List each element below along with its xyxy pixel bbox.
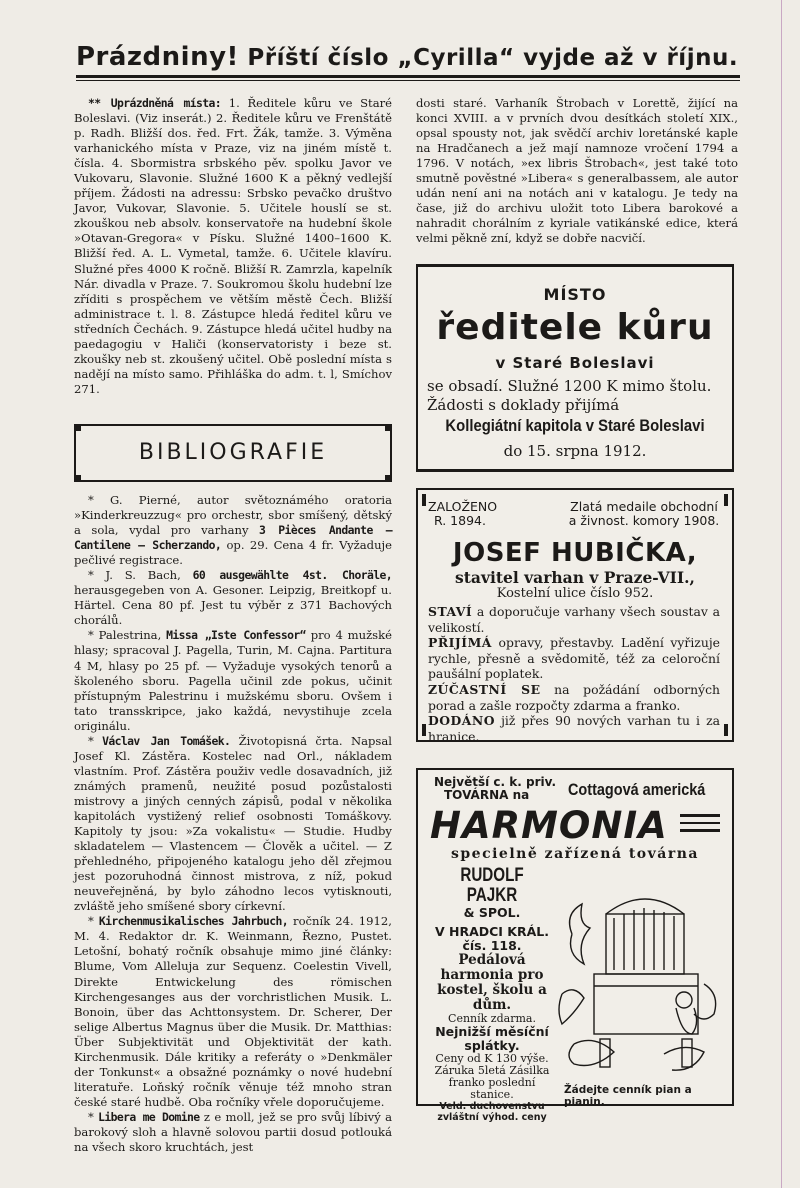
- bibliography-entry: * G. Pierné, autor světoznámého oratoria »Kinderkreuzzug« pro orchestr, sbor smíšený, dětský a sola, vydal pro varhany 3 Pièces Andante — Cantilene — Scherzando, op. 29. Cena 4 fr. Vyžaduje pečlivé registrace.: [74, 493, 393, 568]
- ad-director-title: ředitele kůru: [436, 307, 714, 348]
- ad-harmonia-footer: Žádejte cenník pian a pianin.: [564, 1084, 692, 1108]
- headline-vacation: Prázdniny!: [76, 42, 239, 72]
- ad-hubicka-services: STAVÍ a doporučuje varhany všech soustav a velikostí. PŘIJÍMÁ opravy, přestavby. Ladění vyřizuje rychle, přesně a svědomitě, též za celoroční paušální poplatek. ZÚČASTNÍ SE na požádání odborných porad a zašle rozpočty zdarma a franko. DODÁNO již přes 90 nových varhan tu i za hranice.: [428, 604, 720, 744]
- ad-hubicka-medal: Zlatá medaile obchodní a živnost. komory 1908.: [568, 499, 720, 528]
- libera-continuation: [416, 96, 738, 246]
- ad-director-body: se obsadí. Služné 1200 K mimo štolu. Žádosti s doklady přijímá: [427, 377, 712, 414]
- ad-harmonia-special: specielně zařízená továrna: [451, 846, 699, 862]
- harmonium-illustration-icon: [554, 874, 724, 1079]
- ad-harmonia-factory: Největší c. k. priv. TOVÁRNA na: [434, 775, 557, 802]
- ad-director-chapter: Kollegiátní kapitola v Staré Boleslavi: [445, 417, 705, 435]
- ad-harmonia-details: RUDOLF PAJKR & SPOL. V HRADCI KRÁL. čís. 118. Pedálová harmonia pro kostel, školu a dům. Cenník zdarma. Nejnižší měsíční splátky. Ceny od K 130 výše. Záruka 5letá Zásilka franko poslední stanice. Veld. duchovenstvu zvláštní výhod. ceny: [434, 865, 550, 1123]
- ad-director-place: v Staré Boleslavi: [495, 354, 655, 372]
- bibliography-heading-box: [74, 424, 392, 482]
- ad-choir-director: [416, 264, 734, 472]
- bibliography-entry: * Kirchenmusikalisches Jahrbuch, ročník 24. 1912, M. 4. Redaktor dr. K. Weinmann, Řezno, Pustet. Letošní, bohatý ročník obsahuje mimo jiné články: Blume, Vom Alleluja zur Sequenz. Coelestin Vivell, Direkte Entwickelung des römischen Kirchengesanges aus der vorchristlichen Musik. L. Bonoin, über das Achttonsystem. Dr. Scherer, Der selige Albertus Magnus über die Musik. Dr. Matthias: Über Subjektivität und Objektivität der kath. Kirchenmusik. Dále kritiky a referáty o »Denkmäler der Tonkunst« a obsažné poznámky o nové hudební literatuře. Loňský ročník věnuje též mnoho stran české staré hudbě. Oba ročníky vřele doporučujeme.: [74, 914, 392, 1109]
- ad-hubicka-founded: ZALOŽENO R. 1894.: [428, 499, 498, 528]
- ad-hubicka-name: JOSEF HUBIČKA,: [452, 538, 698, 568]
- ad-hubicka-organ-builder: [416, 488, 734, 742]
- headline-rule: [76, 75, 740, 78]
- libera-text: dosti staré. Varhaník Štrobach v Lorettě, žijící na konci XVIII. a v prvních dvou desítkách století XIX., opsal spousty not, jak svědčí archiv loretánské kaple na Hradčanech a jež mají namnoze vročení 1794 a 1796. V notách, »ex libris Štrobach«, jest také toto smutně pověstné »Libera« s generalbassem, ale autor udán není ani na notách ani v katalogu. Je tedy na čase, již do archivu uložit toto Libera barokové a nahradit chorálním z kyriale vatikánské edice, která velmi pěkně zní, když se dobře nacvičí.: [416, 96, 738, 246]
- ad-harmonia-title: HARMONIA: [430, 804, 668, 847]
- bibliography-entry: * J. S. Bach, 60 ausgewählte 4st. Choräle, herausgegeben von A. Gesoner. Leipzig, Breitkopf u. Härtel. Cena 80 pf. Jest tu výběr z 371 Bachových chorálů.: [74, 568, 393, 628]
- page-edge-line: [781, 0, 782, 1188]
- bibliography-section: [74, 493, 392, 1155]
- ad-harmonia-bars: [680, 814, 720, 837]
- vacancies-section: [74, 96, 392, 397]
- bibliography-entry: * Libera me Domine z e moll, jež se pro svůj líbivý a barokový sloh a hlavně solovou partii dosud potlouká na všech skoro kruchtách, jest: [74, 1109, 393, 1155]
- vacancies-lead: ** Uprázdněná místa:: [88, 96, 222, 110]
- page-headline: [76, 42, 740, 72]
- headline-next-issue: Příští číslo „Cyrilla“ vyjde až v říjnu.: [247, 45, 739, 71]
- ad-director-label: MÍSTO: [543, 285, 607, 304]
- ad-harmonia-cottage: Cottagová americká: [568, 780, 706, 799]
- ad-hubicka-address: Kostelní ulice číslo 952.: [496, 586, 654, 601]
- ad-hubicka-trade: stavitel varhan v Praze-VII.,: [455, 568, 695, 587]
- bibliography-title: BIBLIOGRAFIE: [138, 440, 328, 465]
- vacancies-text: 1. Ředitele kůru ve Staré Boleslavi. (Viz inserát.) 2. Ředitele kůru ve Frenštátě p. Radh. Bližší dos. řed. Frt. Žák, tamže. 3. Výměna varhanického místa v Praze, viz na jiném místě t. čísla. 4. Sbormistra srbského pěv. spolku Javor ve Vukovaru, Slavonie. Služné 1600 K a pěkný vedlejší příjem. Žádosti na adressu: Srbsko pevačko društvo Javor, Vukovar, Slavonie. 5. Učitele houslí se st. zkouškou neb absolv. konservatoře na hudební škole »Otavan-Gregora« v Písku. Služné 1400–1600 K. Bližší řed. A. L. Vymetal, tamže. 6. Učitele klavíru. Služné přes 4000 K ročně. Bližší R. Zamrzla, kapelník Nár. divadla v Praze. 7. Soukromou školu hudební lze zříditi s prospěchem ve větším městě Čech. Bližší administrace t. l. 8. Zástupce hledá ředitel kůru ve středních Čechách. 9. Zástupce hledá učitel hudby na paedagogiu v Haliči (konservatoristy i beze st. zkoušky neb st. zkoušený učitel. Obě poslední místa s nadějí na místo samo. Přihláška do adm. t. l, Smíchov 271.: [74, 96, 393, 396]
- headline-rule-thin: [76, 80, 740, 81]
- bibliography-entry: * Václav Jan Tomášek. Životopisná črta. Napsal Josef Kl. Zástěra. Kostelec nad Orl., nákladem vlastním. Prof. Zástěra použiv vedle dosavadních, již známých pramenů, neužité posud pozůstalosti mistrovy a jiných cenných zápisů, podal v několika kapitolách vystižený relief osobnosti Tomáškovy. Kapitoly ty jsou: »Za vokalistu« — Studie. Hudby skladatelem — Vlastencem — Člověk a učitel. — Z přehledného, připojeného katalogu jeho děl zřejmou jest pozoruhodná činnost mistrova, z níž, pokud neuveřejněná, by bylo záhodno lecos vytisknouti, zvláště jeho smíšené sbory církevní.: [74, 733, 392, 914]
- ad-director-deadline: do 15. srpna 1912.: [503, 442, 647, 460]
- bibliography-entry: * Palestrina, Missa „Iste Confessor“ pro 4 mužské hlasy; spracoval J. Pagella, Turin, M. Cajna. Partitura 4 M, hlasy po 25 pf. — Vyžaduje vysokých tenorů a školeného sboru. Pagella učinil zde pokus, učinit přístupným Palestrinu i mužskému sboru. Ovšem i tato transskripce, jako každá, nevystihuje zcela originálu.: [74, 628, 393, 733]
- ad-harmonia: [416, 768, 734, 1123]
